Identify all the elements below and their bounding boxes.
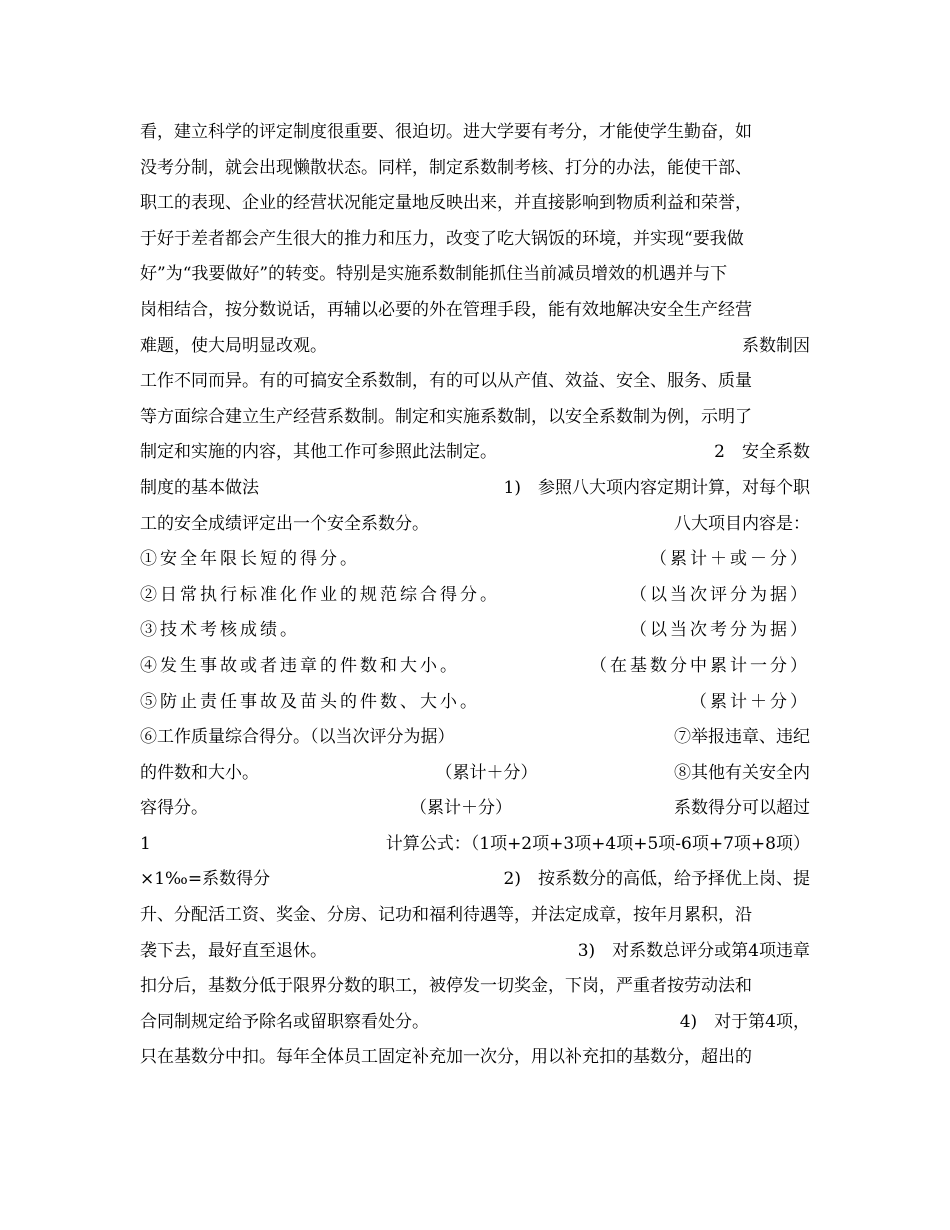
list-item — [140, 542, 810, 578]
item-text: ①安全年限长短的得分。 — [140, 549, 360, 570]
text-segment: 3) 对系数总评分或第4项违章 — [577, 940, 810, 961]
text-line — [140, 435, 810, 471]
text-line — [140, 400, 810, 436]
list-item — [140, 685, 810, 721]
text-segment: 工的安全成绩评定出一个安全系数分。 — [140, 513, 429, 534]
text-line — [140, 471, 810, 507]
text-line — [140, 293, 810, 329]
list-item — [140, 649, 810, 685]
text-segment: 袭下去，最好直至退休。 — [140, 940, 327, 961]
text-segment: 八大项目内容是： — [674, 513, 810, 534]
list-item — [140, 578, 810, 614]
formula-text: 计算公式：（1项+2项+3项+4项+5项-6项+7项+8项） — [385, 833, 810, 854]
item-note: （累计＋分） — [435, 762, 538, 783]
text-segment: 工作不同而异。有的可搞安全系数制，有的可以从产值、效益、安全、服务、质量 — [140, 371, 752, 392]
text-segment: 难题，使大局明显改观。 — [140, 335, 327, 356]
item-note: （以当次评分为据） — [630, 584, 810, 605]
text-segment: 1) 参照八大项内容定期计算，对每个职 — [503, 477, 810, 498]
item-text: ②日常执行标准化作业的规范综合得分。 — [140, 584, 500, 605]
text-line — [140, 969, 810, 1005]
text-segment: 岗相结合，按分数说话，再辅以必要的外在管理手段，能有效地解决安全生产经营 — [140, 299, 752, 320]
text-segment: 没考分制，就会出现懒散状态。同样，制定系数制考核、打分的办法，能使干部、 — [140, 157, 752, 178]
text-line — [140, 329, 810, 365]
item-text: 容得分。 — [140, 798, 208, 819]
text-segment: 于好于差者都会产生很大的推力和压力，改变了吃大锅饭的环境，并实现“要我做 — [140, 228, 744, 249]
item-note: （累计＋分） — [410, 798, 512, 819]
text-line — [140, 507, 810, 543]
text-line — [140, 257, 810, 293]
item-text: ⑥工作质量综合得分。（以当次评分为据） — [140, 727, 455, 748]
text-segment: 等方面综合建立生产经营系数制。制定和实施系数制，以安全系数制为例，示明了 — [140, 406, 752, 427]
text-segment: 职工的表现、企业的经营状况能定量地反映出来，并直接影响到物质利益和荣誉， — [140, 193, 752, 214]
item-note: （累计＋分） — [690, 691, 810, 712]
formula-line — [140, 827, 810, 863]
text-segment: 1 — [140, 833, 151, 854]
text-segment: 好”为“我要做好”的转变。特别是实施系数制能抓住当前减员增效的机遇并与下 — [140, 264, 728, 285]
list-item — [140, 613, 810, 649]
text-segment: 2) 按系数分的高低，给予择优上岗、提 — [503, 869, 810, 890]
text-segment: 合同制规定给予除名或留职察看处分。 — [140, 1011, 429, 1032]
list-item — [140, 756, 810, 792]
text-segment: 4) 对于第4项， — [679, 1011, 810, 1032]
text-line — [140, 222, 810, 258]
text-line — [140, 1005, 810, 1041]
text-line — [140, 898, 810, 934]
section-heading: 制度的基本做法 — [140, 477, 259, 498]
text-segment: 升、分配活工资、奖金、分房、记功和福利待遇等，并法定成章，按年月累积，沿 — [140, 905, 752, 926]
text-line — [140, 151, 810, 187]
item-text: 系数得分可以超过 — [674, 798, 810, 819]
text-line — [140, 862, 810, 898]
item-text: ④发生事故或者违章的件数和大小。 — [140, 655, 460, 676]
item-note: （累计＋或－分） — [650, 549, 810, 570]
section-heading: 2 安全系数 — [714, 442, 810, 463]
text-segment: 系数制因 — [742, 335, 810, 356]
list-item — [140, 791, 810, 827]
item-text: ⑦举报违章、违纪 — [674, 727, 810, 748]
item-note: （以当次考分为据） — [630, 620, 810, 641]
text-segment: 看，建立科学的评定制度很重要、很迫切。进大学要有考分，才能使学生勤奋，如 — [140, 122, 752, 142]
item-text: 的件数和大小。 — [140, 762, 259, 783]
item-text: ⑤防止责任事故及苗头的件数、大小。 — [140, 691, 480, 712]
text-segment: 只在基数分中扣。每年全体员工固定补充加一次分，用以补充扣的基数分，超出的 — [140, 1047, 752, 1068]
formula-text: ×1‰=系数得分 — [140, 869, 271, 890]
text-segment: 扣分后，基数分低于限界分数的职工，被停发一切奖金，下岗，严重者按劳动法和 — [140, 976, 752, 997]
text-segment: 制定和实施的内容，其他工作可参照此法制定。 — [140, 442, 497, 463]
text-line — [140, 115, 810, 151]
text-line — [140, 934, 810, 970]
item-note: （在基数分中累计一分） — [590, 655, 810, 676]
text-line — [140, 186, 810, 222]
text-line — [140, 1040, 810, 1076]
item-text: ⑧其他有关安全内 — [674, 762, 810, 783]
item-text: ③技术考核成绩。 — [140, 620, 300, 641]
list-item — [140, 720, 810, 756]
text-line — [140, 364, 810, 400]
body-text — [140, 115, 810, 1076]
